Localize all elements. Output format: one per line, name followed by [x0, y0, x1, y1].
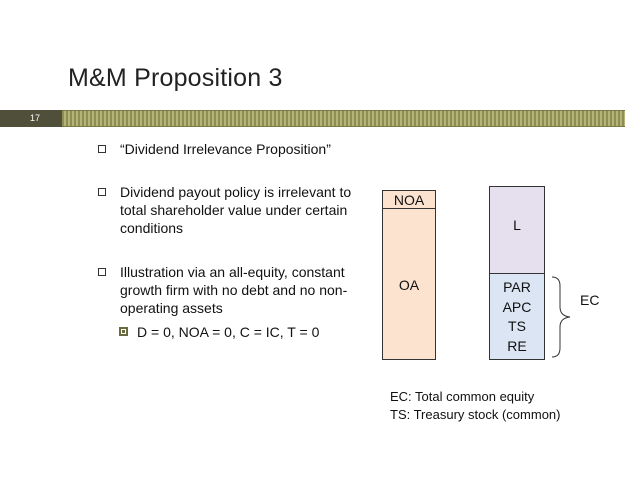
note-ts: TS: Treasury stock (common) — [390, 407, 561, 422]
bullet-square-icon — [98, 145, 106, 153]
bullet-square-icon — [98, 188, 106, 196]
bullet-square-icon — [98, 268, 106, 276]
oa-label: OA — [398, 277, 420, 293]
sub-bullet-item — [119, 323, 319, 341]
brace-icon — [548, 276, 576, 358]
ec-label: EC — [580, 292, 600, 308]
sub-bullet-square-icon — [119, 327, 128, 336]
liabilities-box — [489, 186, 545, 274]
bullet-item — [98, 140, 331, 158]
bullet-item — [98, 263, 368, 317]
equity-box — [489, 273, 545, 360]
bullet-text: Illustration via an all-equity, constant growth firm with no debt and no non-operating assets — [120, 264, 348, 316]
legend-notes — [390, 388, 560, 424]
noa-label: NOA — [393, 192, 425, 208]
bullet-text: “Dividend Irrelevance Proposition” — [120, 141, 331, 157]
noa-box — [382, 190, 436, 209]
equity-item-apc: APC — [502, 298, 532, 315]
title-bar — [62, 110, 625, 127]
sub-bullet-text: D = 0, NOA = 0, C = IC, T = 0 — [137, 324, 320, 340]
slide-number: 17 — [0, 110, 62, 127]
equity-item-ts: TS — [508, 318, 526, 334]
equity-item-par: PAR — [503, 279, 531, 295]
oa-box — [382, 208, 436, 360]
liabilities-label: L — [513, 217, 521, 233]
bullet-text: Dividend payout policy is irrelevant to total shareholder value under certain conditions — [120, 184, 352, 236]
bullet-item — [98, 183, 368, 237]
slide-title: M&M Proposition 3 — [68, 64, 283, 92]
note-ec: EC: Total common equity — [390, 389, 535, 404]
equity-item-re: RE — [507, 337, 527, 354]
